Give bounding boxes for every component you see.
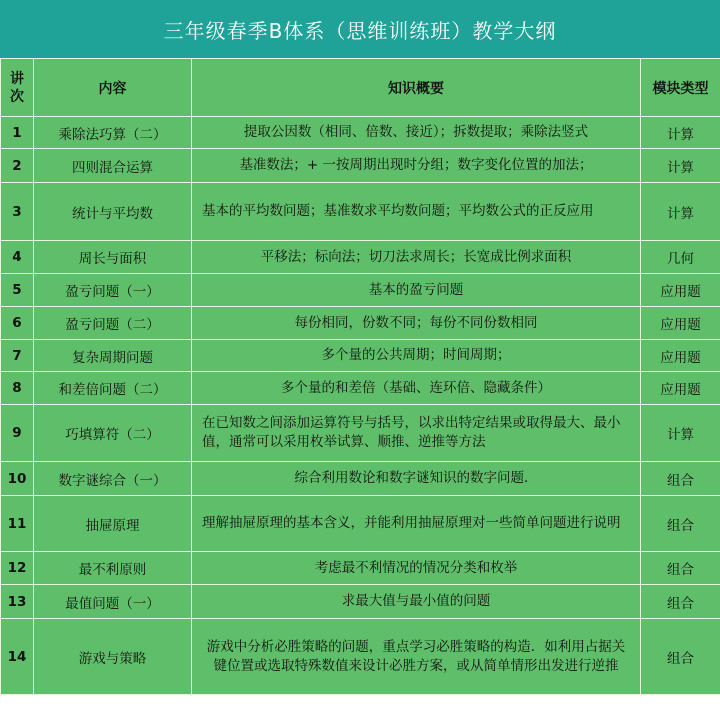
lesson-content: 统计与平均数: [34, 183, 192, 241]
header-row: [1, 59, 720, 117]
lesson-number: 8: [1, 372, 34, 405]
lesson-module: 应用题: [641, 372, 720, 405]
lesson-module: 计算: [641, 183, 720, 241]
lesson-module: 组合: [641, 619, 720, 695]
lesson-number: 11: [1, 496, 34, 552]
lesson-module: 几何: [641, 241, 720, 274]
table-row: [1, 619, 720, 695]
lesson-module: 计算: [641, 149, 720, 183]
lesson-knowledge: 多个量的公共周期；时间周期；: [192, 340, 641, 372]
lesson-content: 盈亏问题（二）: [34, 307, 192, 340]
lesson-knowledge: 基本的盈亏问题: [192, 274, 641, 307]
lesson-content: 复杂周期问题: [34, 340, 192, 372]
lesson-number: 7: [1, 340, 34, 372]
lesson-number: 13: [1, 585, 34, 619]
header-content: 内容: [34, 59, 192, 117]
lesson-number: 6: [1, 307, 34, 340]
table-row: [1, 405, 720, 462]
lesson-content: 最不利原则: [34, 552, 192, 585]
lesson-knowledge: 求最大值与最小值的问题: [192, 585, 641, 619]
lesson-knowledge: 基准数法；+ 一按周期出现时分组；数字变化位置的加法；: [192, 149, 641, 183]
lesson-module: 应用题: [641, 307, 720, 340]
lesson-knowledge: 平移法；标向法；切刀法求周长；长宽成比例求面积: [192, 241, 641, 274]
lesson-content: 抽屉原理: [34, 496, 192, 552]
lesson-module: 组合: [641, 496, 720, 552]
lesson-number: 1: [1, 117, 34, 149]
lesson-number: 10: [1, 462, 34, 496]
lesson-module: 组合: [641, 552, 720, 585]
page-title: 三年级春季B体系（思维训练班）教学大纲: [0, 0, 720, 58]
header-knowledge: 知识概要: [192, 59, 641, 117]
lesson-knowledge: 在已知数之间添加运算符号与括号，以求出特定结果或取得最大、最小值，通常可以采用枚举试算、顺推、逆推等方法: [192, 405, 641, 462]
lesson-module: 计算: [641, 117, 720, 149]
lesson-number: 9: [1, 405, 34, 462]
lesson-number: 4: [1, 241, 34, 274]
lesson-content: 和差倍问题（二）: [34, 372, 192, 405]
lesson-module: 计算: [641, 405, 720, 462]
table-row: [1, 585, 720, 619]
lesson-number: 5: [1, 274, 34, 307]
table-row: [1, 307, 720, 340]
lesson-number: 14: [1, 619, 34, 695]
lesson-module: 组合: [641, 585, 720, 619]
lesson-knowledge: 考虑最不利情况的情况分类和枚举: [192, 552, 641, 585]
table-row: [1, 274, 720, 307]
table-row: [1, 552, 720, 585]
lesson-knowledge: 理解抽屉原理的基本含义，并能利用抽屉原理对一些简单问题进行说明: [192, 496, 641, 552]
table-row: [1, 149, 720, 183]
table-row: [1, 340, 720, 372]
table-row: [1, 462, 720, 496]
lesson-content: 四则混合运算: [34, 149, 192, 183]
lesson-content: 游戏与策略: [34, 619, 192, 695]
lesson-knowledge: 多个量的和差倍（基础、连环倍、隐藏条件）: [192, 372, 641, 405]
syllabus-table: [0, 58, 720, 695]
lesson-number: 12: [1, 552, 34, 585]
lesson-content: 数字谜综合（一）: [34, 462, 192, 496]
lesson-content: 巧填算符（二）: [34, 405, 192, 462]
table-row: [1, 183, 720, 241]
lesson-number: 3: [1, 183, 34, 241]
header-num: 讲 次: [1, 59, 34, 117]
lesson-number: 2: [1, 149, 34, 183]
lesson-knowledge: 每份相同，份数不同；每份不同份数相同: [192, 307, 641, 340]
lesson-content: 乘除法巧算（二）: [34, 117, 192, 149]
table-row: [1, 241, 720, 274]
header-module: 模块类型: [641, 59, 720, 117]
lesson-content: 盈亏问题（一）: [34, 274, 192, 307]
table-row: [1, 117, 720, 149]
lesson-module: 组合: [641, 462, 720, 496]
table-row: [1, 496, 720, 552]
lesson-knowledge: 提取公因数（相同、倍数、接近）；拆数提取；乘除法竖式: [192, 117, 641, 149]
lesson-knowledge: 基本的平均数问题；基准数求平均数问题；平均数公式的正反应用: [192, 183, 641, 241]
lesson-content: 周长与面积: [34, 241, 192, 274]
lesson-knowledge: 综合利用数论和数字谜知识的数字问题．: [192, 462, 641, 496]
lesson-content: 最值问题（一）: [34, 585, 192, 619]
table-row: [1, 372, 720, 405]
lesson-knowledge: 游戏中分析必胜策略的问题，重点学习必胜策略的构造．如利用占据关键位置或选取特殊数值来设计必胜方案，或从简单情形出发进行逆推: [192, 619, 641, 695]
lesson-module: 应用题: [641, 340, 720, 372]
lesson-module: 应用题: [641, 274, 720, 307]
